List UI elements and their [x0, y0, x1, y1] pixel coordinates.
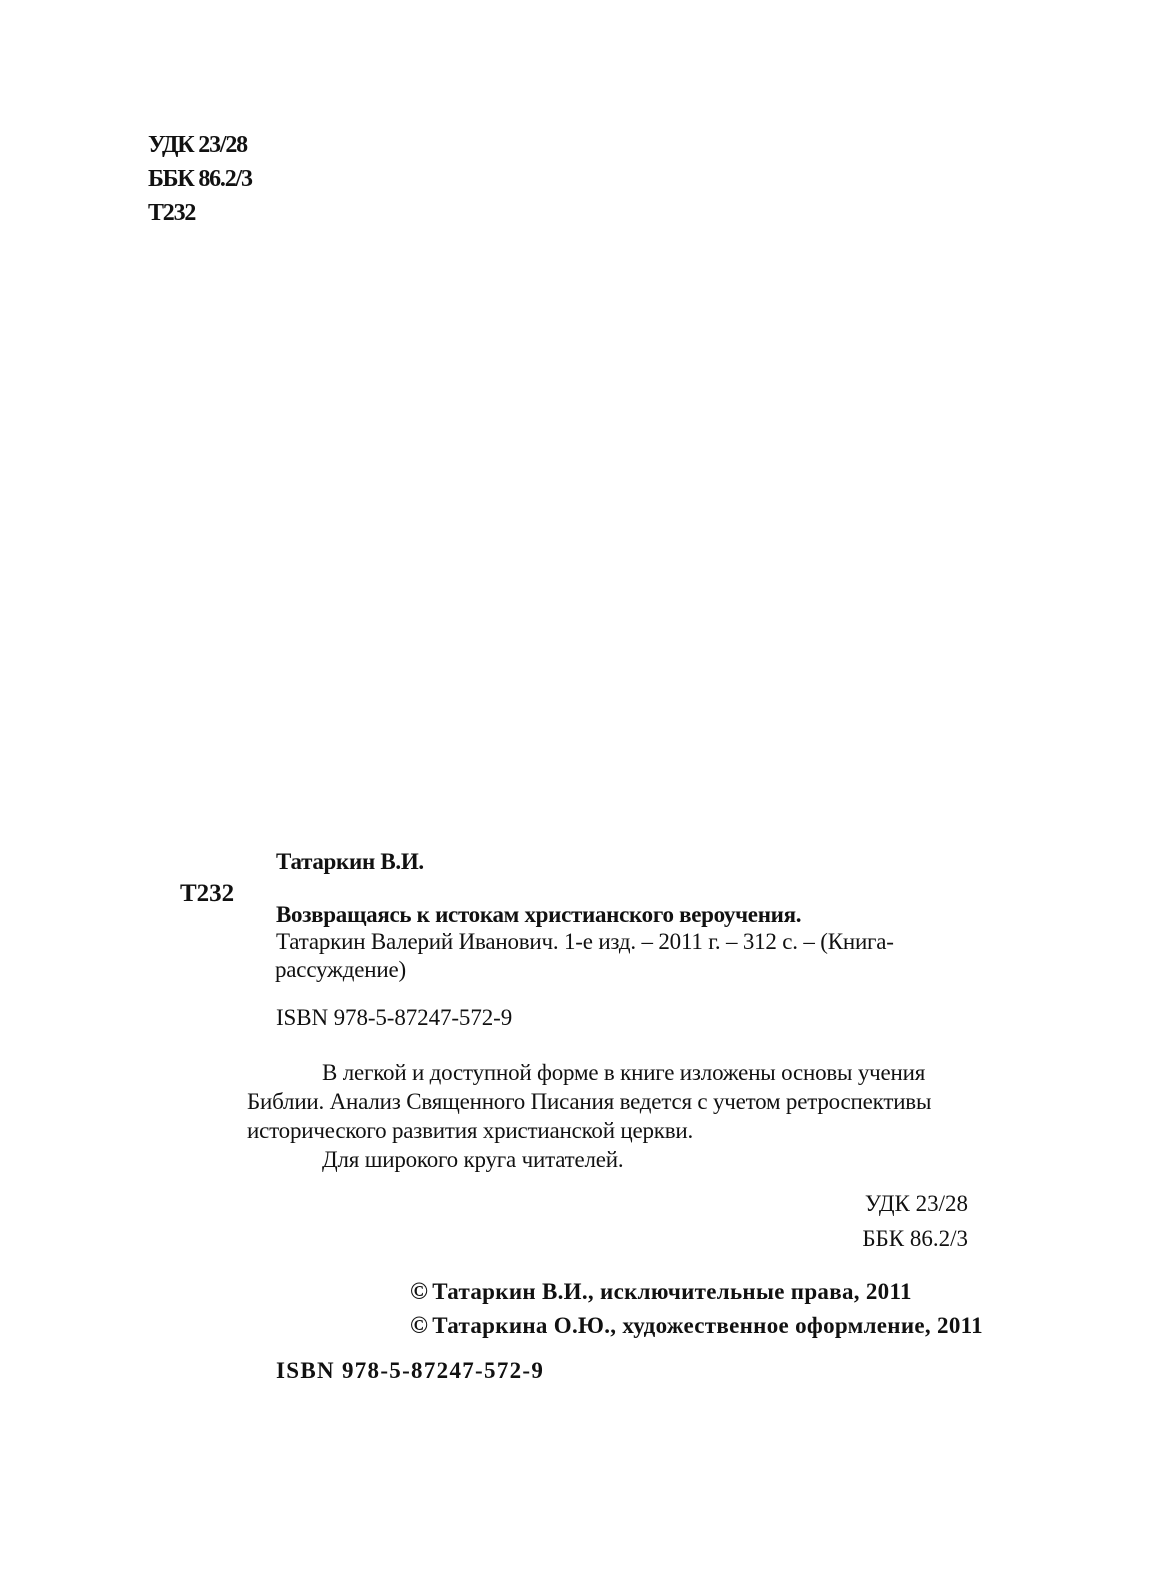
entry-title: Возвращаясь к истокам христианского вероучения. — [276, 902, 802, 927]
copyright-symbol: © — [410, 1313, 429, 1339]
header-bbk-code: ББК 86.2/3 — [148, 166, 252, 192]
annotation-line: В легкой и доступной форме в книге изложены основы учения — [322, 1060, 926, 1085]
copyright-block — [410, 1275, 983, 1343]
copyright-line — [410, 1309, 983, 1343]
footer-bbk-code: ББК 86.2/3 — [862, 1226, 968, 1251]
header-udk-code: УДК 23/28 — [148, 132, 247, 158]
copyright-text: Татаркин В.И., исключительные права, 2011 — [432, 1279, 912, 1304]
annotation-audience: Для широкого круга читателей. — [322, 1147, 624, 1172]
entry-description — [276, 928, 976, 984]
footer-udk-code: УДК 23/28 — [864, 1191, 968, 1216]
header-classification-codes — [148, 128, 252, 230]
annotation-line: Библии. Анализ Священного Писания ведется с учетом ретроспективы — [247, 1089, 932, 1114]
copyright-symbol: © — [410, 1279, 429, 1305]
entry-description-line: рассуждение) — [275, 957, 406, 982]
annotation — [247, 1058, 931, 1174]
copyright-text: Татаркина О.Ю., художественное оформление, 2011 — [432, 1313, 983, 1338]
footer-isbn: ISBN 978-5-87247-572-9 — [276, 1358, 545, 1383]
footer-classification-codes — [862, 1186, 968, 1256]
annotation-line: исторического развития христианской церкви. — [247, 1118, 694, 1143]
entry-cutter-code: Т232 — [180, 880, 235, 907]
header-cutter-code: Т232 — [148, 200, 196, 226]
entry-isbn: ISBN 978-5-87247-572-9 — [276, 1005, 513, 1030]
entry-author: Татаркин В.И. — [276, 849, 424, 874]
copyright-line — [410, 1275, 983, 1309]
entry-description-line: Татаркин Валерий Иванович. 1-е изд. – 2011 г. – 312 с. – (Книга- — [276, 929, 894, 954]
